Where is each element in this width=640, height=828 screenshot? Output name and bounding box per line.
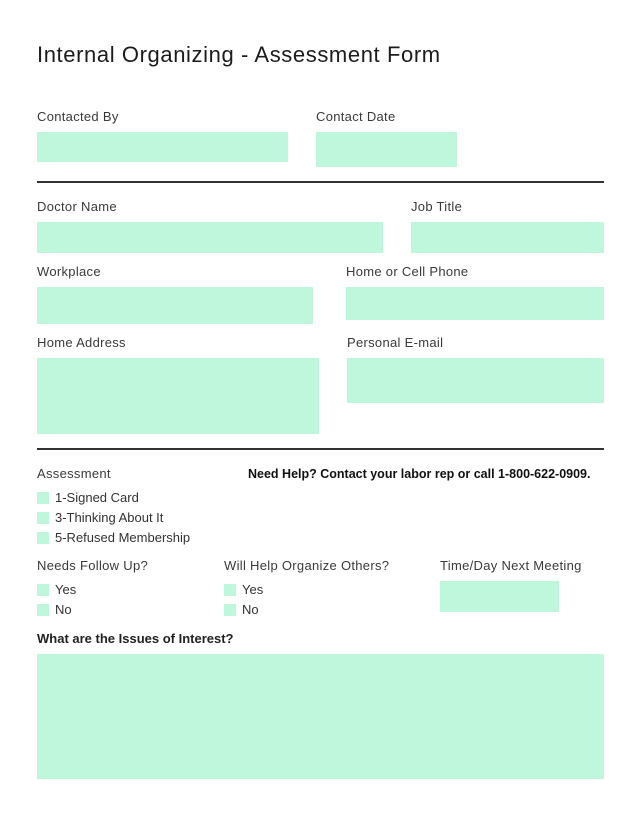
- help-organize-no-checkbox[interactable]: [224, 604, 236, 616]
- assessment-thinking-checkbox[interactable]: [37, 512, 49, 524]
- follow-up-no-checkbox[interactable]: [37, 604, 49, 616]
- assessment-option-label: 1-Signed Card: [55, 490, 139, 505]
- assessment-option-label: 5-Refused Membership: [55, 530, 191, 545]
- home-address-label: Home Address: [37, 335, 126, 350]
- help-organize-label: Will Help Organize Others?: [224, 558, 390, 573]
- section-divider-1: [37, 181, 604, 183]
- form-title: Internal Organizing - Assessment Form: [37, 42, 441, 67]
- contact-date-field[interactable]: [316, 132, 457, 167]
- issues-label: What are the Issues of Interest?: [37, 631, 234, 646]
- contact-date-label: Contact Date: [316, 109, 396, 124]
- follow-up-yes-checkbox[interactable]: [37, 584, 49, 596]
- assessment-signed-card-checkbox[interactable]: [37, 492, 49, 504]
- phone-label: Home or Cell Phone: [346, 264, 469, 279]
- email-field[interactable]: [347, 358, 604, 403]
- section-divider-2: [37, 448, 604, 450]
- assessment-option-label: 3-Thinking About It: [55, 510, 164, 525]
- contacted-by-field[interactable]: [37, 132, 288, 162]
- contacted-by-label: Contacted By: [37, 109, 119, 124]
- email-label: Personal E-mail: [347, 335, 444, 350]
- workplace-field[interactable]: [37, 287, 313, 324]
- follow-up-label: Needs Follow Up?: [37, 558, 149, 573]
- doctor-name-label: Doctor Name: [37, 199, 117, 214]
- doctor-name-field[interactable]: [37, 222, 383, 253]
- phone-field[interactable]: [346, 287, 604, 320]
- workplace-label: Workplace: [37, 264, 101, 279]
- help-organize-no-label: No: [242, 602, 259, 617]
- job-title-label: Job Title: [411, 199, 463, 214]
- assessment-label: Assessment: [37, 466, 111, 481]
- next-meeting-field[interactable]: [440, 581, 559, 612]
- help-organize-yes-checkbox[interactable]: [224, 584, 236, 596]
- help-text: Need Help? Contact your labor rep or call 1-800-622-0909.: [248, 467, 591, 481]
- next-meeting-label: Time/Day Next Meeting: [440, 558, 582, 573]
- home-address-field[interactable]: [37, 358, 319, 434]
- follow-up-no-label: No: [55, 602, 72, 617]
- issues-field[interactable]: [37, 654, 604, 779]
- follow-up-yes-label: Yes: [55, 582, 77, 597]
- help-organize-yes-label: Yes: [242, 582, 264, 597]
- assessment-refused-checkbox[interactable]: [37, 532, 49, 544]
- job-title-field[interactable]: [411, 222, 604, 253]
